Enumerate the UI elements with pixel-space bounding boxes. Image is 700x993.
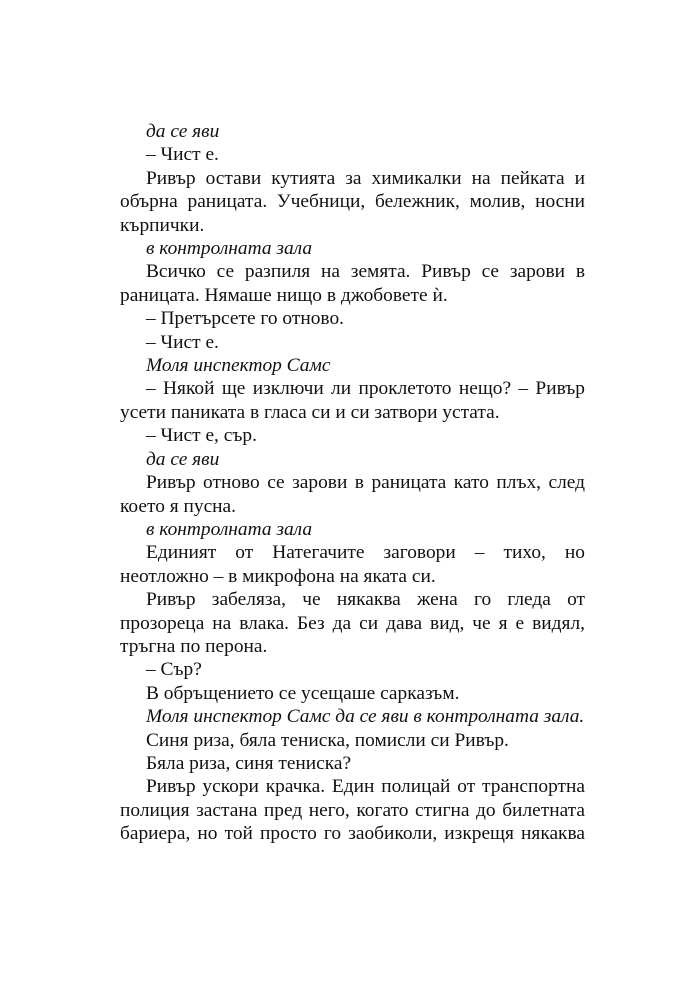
italic-line: да се яви — [146, 448, 220, 470]
paragraph: В обръщението се усещаше сарказъм. — [146, 682, 460, 704]
paragraph: Ривър остави кутията за химикалки на пейката и обърна раницата. Учебници, бележник, молив, носни кърпички. — [120, 167, 585, 236]
paragraph: Ривър забеляза, че някаква жена го гледа от прозореца на влака. Без да си дава вид, че я е видял, тръгна по перона. — [120, 589, 585, 657]
dialogue-line: – Чист е. — [146, 144, 219, 166]
dialogue-line: – Чист е. — [146, 331, 219, 353]
paragraph: Ривър отново се зарови в раницата като плъх, след което я пусна. — [120, 472, 585, 517]
paragraph: Бяла риза, синя тениска? — [146, 752, 352, 774]
italic-line: Моля инспектор Самс — [146, 355, 331, 377]
italic-line: в контролната зала — [146, 518, 313, 540]
paragraph: Синя риза, бяла тениска, помисли си Ривър. — [146, 729, 509, 751]
paragraph: Всичко се разпиля на земята. Ривър се зарови в раницата. Нямаше нищо в джобовете ѝ. — [120, 261, 585, 306]
dialogue-line: – Претърсете го отново. — [146, 308, 344, 330]
italic-line: в контролната зала — [146, 238, 313, 260]
paragraph: Единият от Натегачите заговори – тихо, но неотложно – в микрофона на яката си. — [120, 542, 585, 587]
dialogue-line: – Сър? — [146, 659, 202, 681]
dialogue-line: – Чист е, сър. — [146, 425, 257, 447]
paragraph: Ривър ускори крачка. Един полицай от транспортна полиция застана пред него, когато стигна до билетната бариера, но той просто го заобиколи, изкрещя някаква — [120, 776, 585, 845]
page-body — [120, 120, 585, 846]
italic-line: да се яви — [146, 121, 220, 142]
dialogue-paragraph: – Някой ще изключи ли проклетото нещо? – Ривър усети паниката в гласа си и си затвори устата. — [120, 378, 585, 423]
italic-line: Моля инспектор Самс да се яви в контролната зала. — [146, 706, 585, 728]
